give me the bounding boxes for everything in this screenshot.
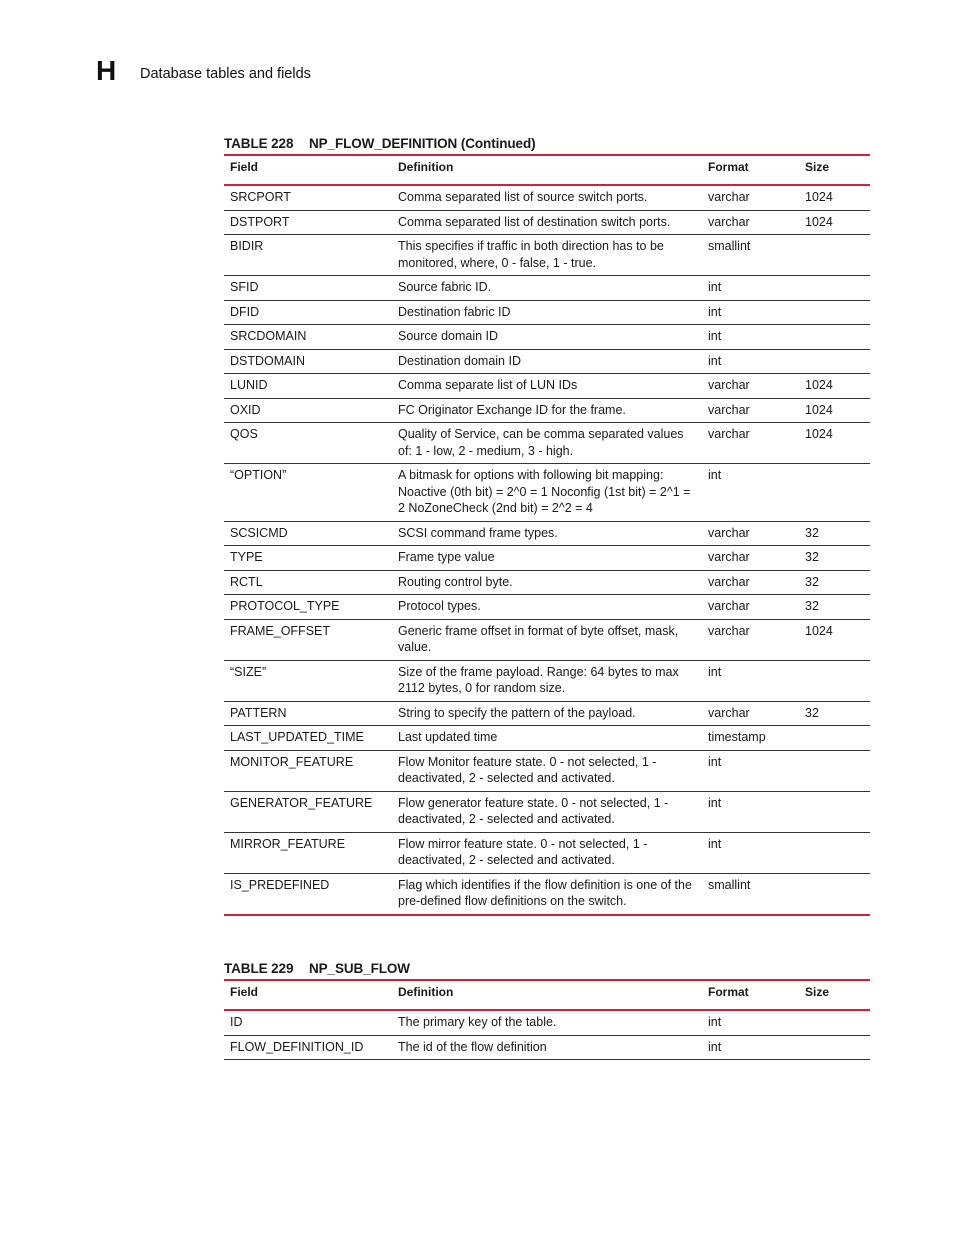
cell-format: int: [702, 349, 799, 374]
cell-size: [799, 325, 870, 350]
cell-field: RCTL: [224, 570, 392, 595]
table-row: [224, 464, 870, 522]
table-row: [224, 235, 870, 276]
cell-format: smallint: [708, 877, 751, 892]
table-228-block: [224, 134, 870, 916]
table-228-body: [224, 185, 870, 915]
cell-size: [799, 276, 870, 301]
table-row: [224, 185, 870, 210]
cell-field: LAST_UPDATED_TIME: [224, 726, 392, 751]
cell-definition: Size of the frame payload. Range: 64 bytes to max 2112 bytes, 0 for random size.: [392, 660, 702, 701]
cell-definition: Flow Monitor feature state. 0 - not selected, 1 - deactivated, 2 - selected and activated.: [392, 750, 702, 791]
table-229-title: NP_SUB_FLOW: [309, 961, 410, 976]
cell-format: varchar: [702, 374, 799, 399]
cell-field: IS_PREDEFINED: [230, 877, 330, 892]
cell-size: 1024: [799, 185, 870, 210]
cell-format: int: [702, 300, 799, 325]
cell-size: 1024: [799, 619, 870, 660]
cell-format: int: [702, 1010, 799, 1035]
cell-format: varchar: [702, 521, 799, 546]
table-228-number: TABLE 228: [224, 136, 294, 151]
cell-field: SFID: [224, 276, 392, 301]
cell-field: BIDIR: [224, 235, 392, 276]
table-row: [224, 660, 870, 701]
cell-format: int: [702, 464, 799, 522]
cell-size: [799, 1035, 870, 1060]
cell-definition: FC Originator Exchange ID for the frame.: [392, 398, 702, 423]
cell-definition: Protocol types.: [392, 595, 702, 620]
cell-size: [799, 235, 870, 276]
cell-size: [799, 750, 870, 791]
cell-size: [799, 464, 870, 522]
table-228-caption: [224, 134, 870, 154]
cell-field: GENERATOR_FEATURE: [224, 791, 392, 832]
cell-format: timestamp: [702, 726, 799, 751]
cell-format: int: [702, 791, 799, 832]
table-row: [224, 1035, 870, 1060]
table-row: [224, 521, 870, 546]
table-228-title: NP_FLOW_DEFINITION (Continued): [309, 136, 536, 151]
cell-format: varchar: [702, 619, 799, 660]
table-row: [224, 619, 870, 660]
table-row: [224, 570, 870, 595]
cell-size: 1024: [799, 374, 870, 399]
cell-field: ID: [224, 1010, 392, 1035]
cell-definition: Generic frame offset in format of byte offset, mask, value.: [392, 619, 702, 660]
table-row: [224, 832, 870, 873]
column-header-definition: Definition: [392, 155, 702, 185]
table-229-body: [224, 1010, 870, 1060]
cell-definition: Last updated time: [392, 726, 702, 751]
cell-definition: Source fabric ID.: [392, 276, 702, 301]
table-row: [224, 325, 870, 350]
table-header-row: [224, 980, 870, 1010]
cell-definition: Destination fabric ID: [392, 300, 702, 325]
table-row: [224, 595, 870, 620]
cell-field: DSTDOMAIN: [224, 349, 392, 374]
cell-field: MONITOR_FEATURE: [224, 750, 392, 791]
cell-size: [799, 873, 870, 915]
cell-definition: Flag which identifies if the flow definition is one of the pre-defined flow definitions on the switch.: [398, 877, 692, 908]
cell-definition: Comma separate list of LUN IDs: [392, 374, 702, 399]
cell-definition: Frame type value: [392, 546, 702, 571]
table-row: [224, 349, 870, 374]
cell-format: varchar: [702, 701, 799, 726]
cell-format: varchar: [702, 570, 799, 595]
cell-field: PATTERN: [224, 701, 392, 726]
column-header-format: Format: [702, 980, 799, 1010]
table-row: [224, 374, 870, 399]
cell-definition: This specifies if traffic in both direction has to be monitored, where, 0 - false, 1 - true.: [392, 235, 702, 276]
cell-size: 32: [799, 546, 870, 571]
table-row: [224, 398, 870, 423]
cell-definition: Flow generator feature state. 0 - not selected, 1 - deactivated, 2 - selected and activated.: [392, 791, 702, 832]
cell-size: [799, 726, 870, 751]
cell-format: varchar: [702, 398, 799, 423]
cell-definition: A bitmask for options with following bit mapping: Noactive (0th bit) = 2^0 = 1 Noconfig (1st bit) = 2^1 = 2 NoZoneCheck (2nd bit) = 2^2 = 4: [392, 464, 702, 522]
column-header-field: Field: [224, 155, 392, 185]
cell-definition: SCSI command frame types.: [392, 521, 702, 546]
cell-format: int: [702, 276, 799, 301]
table-row: [224, 791, 870, 832]
cell-field: FLOW_DEFINITION_ID: [224, 1035, 392, 1060]
cell-field: TYPE: [224, 546, 392, 571]
column-header-size: Size: [799, 980, 870, 1010]
cell-definition: The primary key of the table.: [392, 1010, 702, 1035]
cell-size: 32: [799, 521, 870, 546]
column-header-size: Size: [799, 155, 870, 185]
cell-field: SRCDOMAIN: [224, 325, 392, 350]
cell-size: 1024: [799, 210, 870, 235]
cell-format: int: [702, 1035, 799, 1060]
running-header-title: Database tables and fields: [140, 66, 311, 82]
table-228: [224, 154, 870, 916]
cell-size: 1024: [799, 398, 870, 423]
cell-field: DFID: [224, 300, 392, 325]
table-229-caption: [224, 959, 870, 979]
cell-definition: Comma separated list of destination switch ports.: [392, 210, 702, 235]
column-header-format: Format: [702, 155, 799, 185]
cell-field: “OPTION”: [224, 464, 392, 522]
cell-definition: Destination domain ID: [392, 349, 702, 374]
cell-size: 32: [799, 570, 870, 595]
cell-field: QOS: [224, 423, 392, 464]
table-row: [224, 1010, 870, 1035]
cell-size: [799, 660, 870, 701]
cell-size: [799, 1010, 870, 1035]
cell-definition: Routing control byte.: [392, 570, 702, 595]
table-row: [224, 276, 870, 301]
cell-format: int: [702, 832, 799, 873]
table-229: [224, 979, 870, 1060]
table-row: [224, 750, 870, 791]
cell-field: LUNID: [224, 374, 392, 399]
cell-format: varchar: [702, 595, 799, 620]
cell-definition: Comma separated list of source switch ports.: [392, 185, 702, 210]
cell-definition: String to specify the pattern of the payload.: [392, 701, 702, 726]
cell-field: OXID: [224, 398, 392, 423]
cell-format: varchar: [702, 185, 799, 210]
cell-field: DSTPORT: [224, 210, 392, 235]
appendix-letter: H: [96, 55, 117, 86]
column-header-field: Field: [224, 980, 392, 1010]
cell-field: “SIZE”: [224, 660, 392, 701]
cell-size: [799, 791, 870, 832]
cell-field: PROTOCOL_TYPE: [224, 595, 392, 620]
cell-size: [799, 349, 870, 374]
cell-size: [799, 832, 870, 873]
table-229-block: [224, 959, 870, 1060]
table-row: [224, 873, 870, 915]
cell-definition: Source domain ID: [392, 325, 702, 350]
cell-format: int: [702, 325, 799, 350]
table-row: [224, 210, 870, 235]
table-row: [224, 300, 870, 325]
cell-format: varchar: [702, 546, 799, 571]
cell-format: smallint: [702, 235, 799, 276]
cell-definition: Flow mirror feature state. 0 - not selected, 1 - deactivated, 2 - selected and activated.: [392, 832, 702, 873]
cell-size: [799, 300, 870, 325]
cell-size: 1024: [799, 423, 870, 464]
table-row: [224, 726, 870, 751]
cell-size: 32: [799, 595, 870, 620]
cell-field: SCSICMD: [224, 521, 392, 546]
cell-format: int: [702, 750, 799, 791]
cell-definition: The id of the flow definition: [392, 1035, 702, 1060]
table-row: [224, 423, 870, 464]
table-229-number: TABLE 229: [224, 961, 294, 976]
table-row: [224, 701, 870, 726]
cell-definition: Quality of Service, can be comma separated values of: 1 - low, 2 - medium, 3 - high.: [392, 423, 702, 464]
table-header-row: [224, 155, 870, 185]
cell-format: int: [702, 660, 799, 701]
table-row: [224, 546, 870, 571]
cell-field: FRAME_OFFSET: [224, 619, 392, 660]
cell-format: varchar: [702, 423, 799, 464]
cell-format: varchar: [702, 210, 799, 235]
cell-field: MIRROR_FEATURE: [224, 832, 392, 873]
cell-field: SRCPORT: [224, 185, 392, 210]
cell-size: 32: [799, 701, 870, 726]
column-header-definition: Definition: [392, 980, 702, 1010]
